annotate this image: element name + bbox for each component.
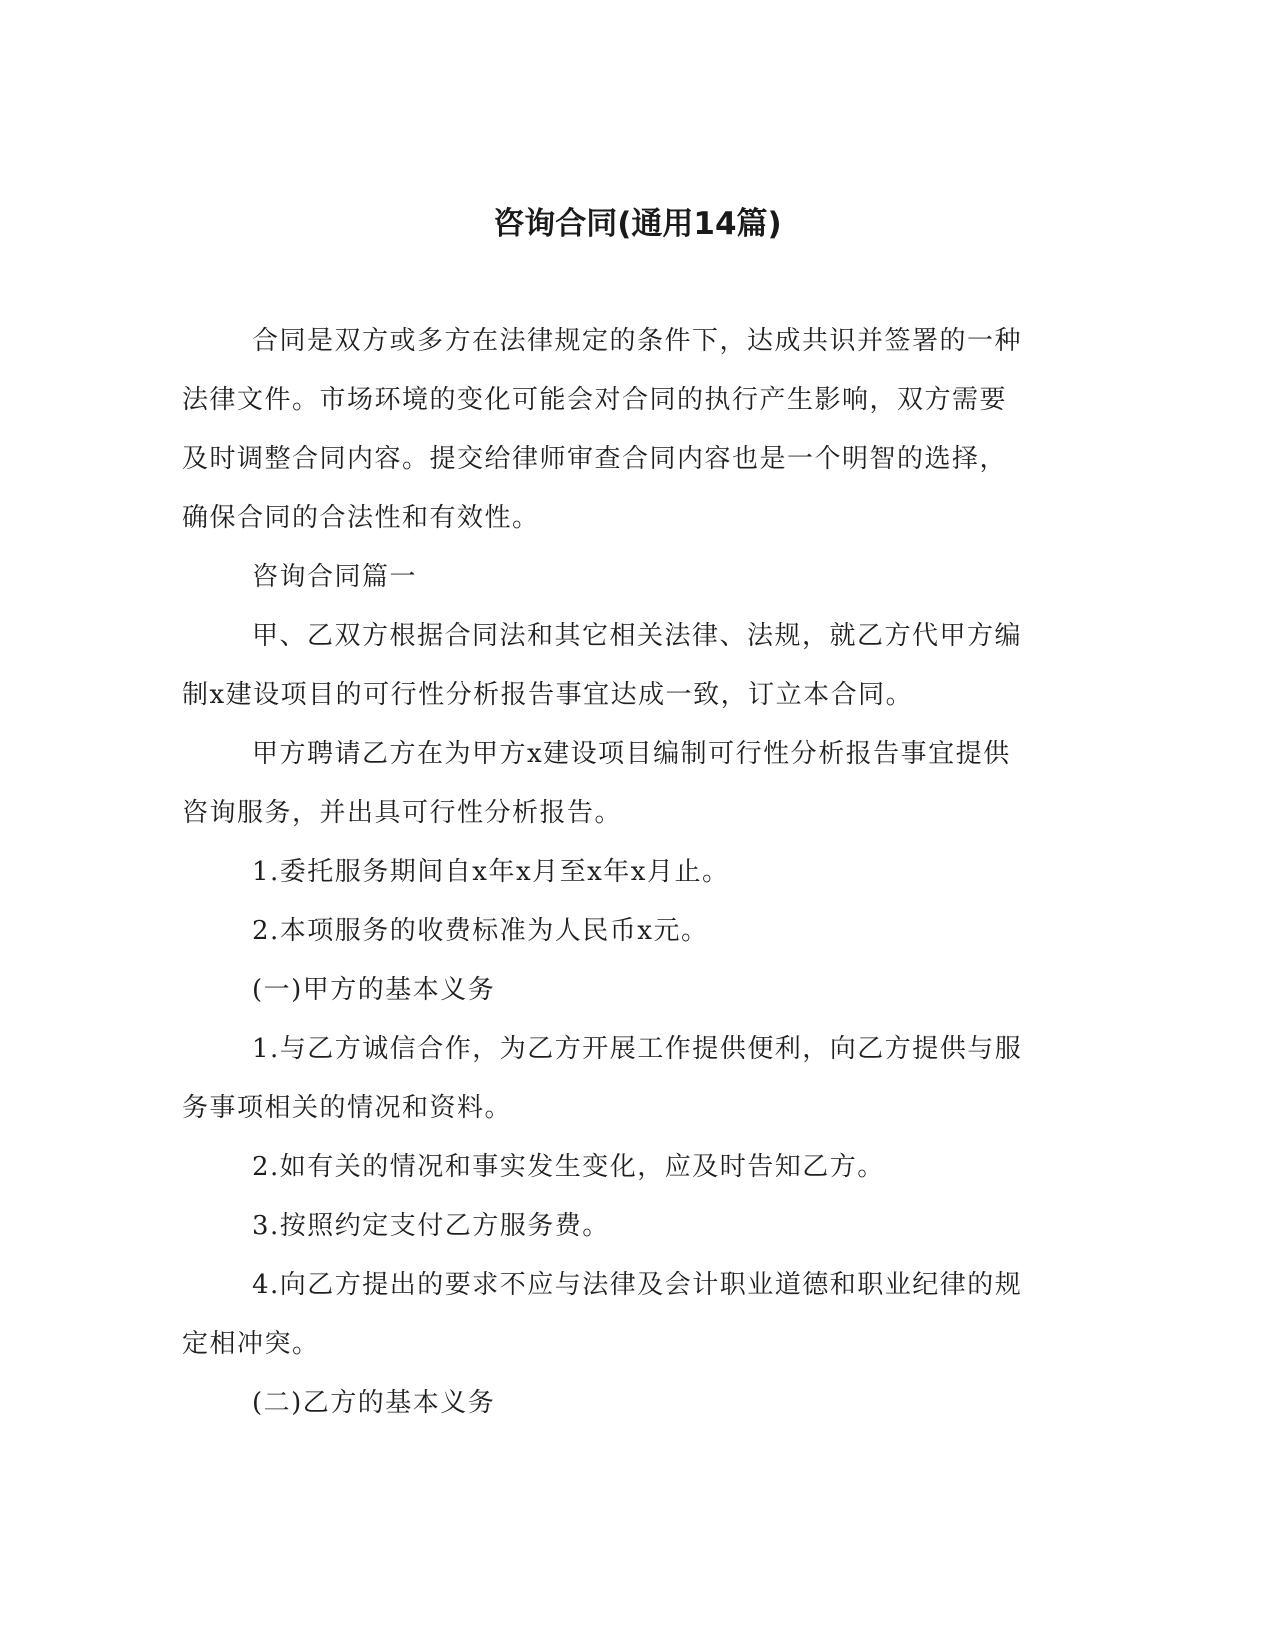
section-heading-part-one: 咨询合同篇一 bbox=[252, 562, 418, 592]
intro-paragraph: 合同是双方或多方在法律规定的条件下，达成共识并签署的一种法律文件。市场环境的变化可能会对合同的执行产生影响，双方需要及时调整合同内容。提交给律师审查合同内容也是一个明智的选择，确保合同的合法性和有效性。 bbox=[182, 326, 1023, 533]
service-scope-paragraph: 甲方聘请乙方在为甲方x建设项目编制可行性分析报告事宜提供咨询服务，并出具可行性分析报告。 bbox=[182, 739, 1011, 828]
party-a-obligations-heading: (一)甲方的基本义务 bbox=[252, 975, 496, 1005]
party-a-obligation-2: 2.如有关的情况和事实发生变化，应及时告知乙方。 bbox=[252, 1152, 885, 1182]
document-title: 咨询合同(通用14篇) bbox=[493, 206, 782, 242]
party-a-obligation-3: 3.按照约定支付乙方服务费。 bbox=[252, 1211, 610, 1241]
service-period-clause: 1.委托服务期间自x年x月至x年x月止。 bbox=[252, 857, 730, 887]
party-b-obligations-heading: (二)乙方的基本义务 bbox=[252, 1388, 496, 1418]
party-a-obligation-4: 4.向乙方提出的要求不应与法律及会计职业道德和职业纪律的规定相冲突。 bbox=[182, 1270, 1023, 1359]
document-body bbox=[182, 312, 1026, 1433]
fee-clause: 2.本项服务的收费标准为人民币x元。 bbox=[252, 916, 709, 946]
party-a-obligation-1: 1.与乙方诚信合作，为乙方开展工作提供便利，向乙方提供与服务事项相关的情况和资料。 bbox=[182, 1034, 1023, 1123]
contract-basis-paragraph: 甲、乙双方根据合同法和其它相关法律、法规，就乙方代甲方编制x建设项目的可行性分析报告事宜达成一致，订立本合同。 bbox=[182, 621, 1023, 710]
